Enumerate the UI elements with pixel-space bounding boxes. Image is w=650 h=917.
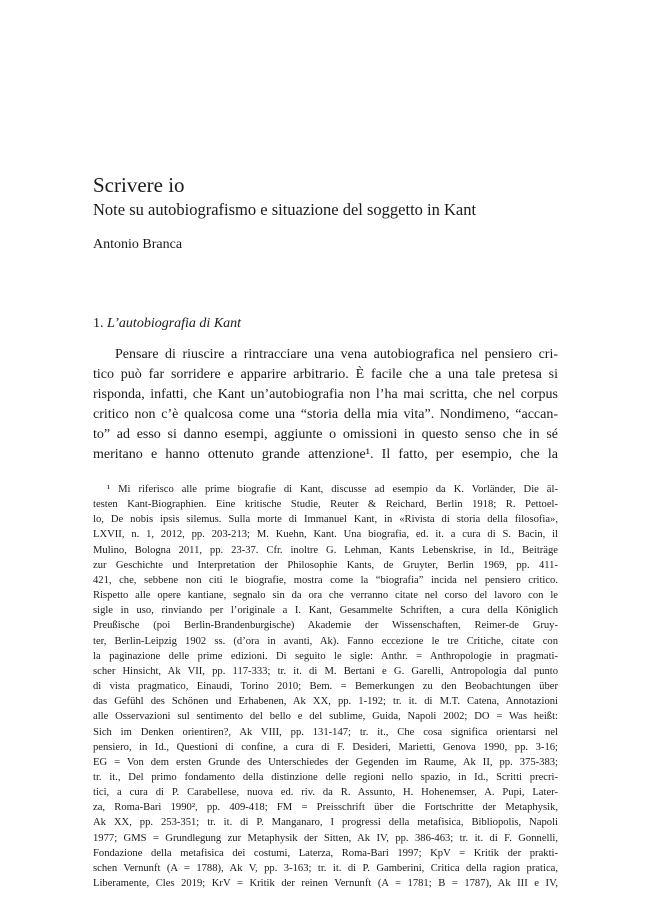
footnote-line: alle Osservazioni sul sentimento del bello e del sublime, Guida, Napoli 2002; DO = Was heißt: (93, 711, 558, 723)
section-number: 1. (93, 316, 104, 331)
chapter-subtitle: Note su autobiografismo e situazione del soggetto in Kant (93, 200, 477, 219)
footnote-line: zur Geschichte und Interpretation der Philosophie Kants, de Gruyter, Berlin 1969, pp. 411- (93, 559, 558, 571)
section-title: L’autobiografia di Kant (107, 316, 242, 331)
footnote-line: EG = Von dem ersten Grunde des Unterschiedes der Gegenden im Raume, Ak II, pp. 375-383; (93, 756, 558, 768)
footnote-line: Preußische (poi Berlin-Brandenburgische) Akademie der Wissenschaften, Reimer-de Gruy- (93, 620, 558, 632)
body-line: critico non c’è qualcosa come una “storia della mia vita”. Nondimeno, “accan- (93, 407, 558, 423)
footnote-line: Ak XX, pp. 253-351; tr. it. di P. Manganaro, I progressi della metafisica, Bibliopolis, Napoli (93, 817, 558, 829)
footnote (93, 482, 558, 891)
body-line: meritano e hanno ottenuto grande attenzione¹. Il fatto, per esempio, che la (93, 447, 558, 463)
footnote-line: sigle in uso, rinviando per l’originale a I. Kant, Gesammelte Schriften, a cura della Königlich (93, 605, 558, 617)
footnote-line: testen Kant-Biographien. Eine kritische Studie, Reuter & Reichard, Berlin 1918; R. Pettoel- (93, 499, 558, 511)
footnote-line: di vista pragmatico, Einaudi, Torino 2010; Bem. = Bemerkungen zu den Beobachtungen über (93, 681, 558, 693)
footnote-line: ¹ Mi riferisco alle prime biografie di Kant, discusse ad esempio da K. Vorländer, Die äl- (107, 484, 558, 495)
footnote-line: Rispetto alle opere kantiane, segnalo sin da ora che verranno citate nel corso del lavoro con le (93, 590, 558, 602)
footnote-line: 1977; GMS = Grundlegung zur Metaphysik der Sitten, Ak IV, pp. 386-463; tr. it. di F. Gonnelli, (93, 832, 558, 844)
footnote-line: tr. it., Del primo fondamento della distinzione delle regioni nello spazio, in Id., Scritti precri- (93, 771, 558, 783)
footnote-line: Liberamente, Cles 2019; KrV = Kritik der reinen Vernunft (A = 1781; B = 1787), Ak III e IV, (93, 878, 558, 890)
footnote-line: LXVII, n. 1, 2012, pp. 203-213; M. Kuehn, Kant. Una biografia, ed. it. a cura di S. Bacin, il (93, 529, 558, 541)
footnote-line: das Gefühl des Schönen und Erhabenen, Ak XX, pp. 1-192; tr. it. di M.T. Catena, Annotazioni (93, 696, 558, 708)
body-paragraph (93, 345, 558, 466)
footnote-line: pensiero, in Id., Questioni di confine, a cura di F. Desideri, Marietti, Genova 1990, pp. 3-16; (93, 741, 558, 753)
footnote-line: Sich im Denken orientiren?, Ak VIII, pp. 131-147; tr. it., Che cosa significa orientarsi nel (93, 726, 558, 738)
body-line: to” ad esso si danno esempi, aggiunte o omissioni in questo senso che in sé (93, 427, 558, 443)
body-line: Pensare di riuscire a rintracciare una vena autobiografica nel pensiero cri- (115, 347, 558, 362)
footnote-line: la paginazione delle prime edizioni. Di seguito le sigle: Anthr. = Anthropologie in pragmati- (93, 650, 558, 662)
author-name: Antonio Branca (93, 237, 183, 252)
footnote-line: ter, Berlin-Leipzig 1902 ss. (d’ora in avanti, Ak). Fanno eccezione le tre Critiche, citate con (93, 635, 558, 647)
footnote-line: 421, che, sebbene non citi le biografie, mostra come la “biografia” incida nel pensiero critico. (93, 574, 558, 586)
body-line: tico può far sorridere e apparire arbitrario. È facile che a una tale pretesa si (93, 367, 558, 383)
chapter-title: Scrivere io (93, 173, 185, 197)
footnote-line: Mulino, Bologna 2011, pp. 23-37. Cfr. inoltre G. Lehman, Kants Lebenskrise, in Id., Beiträge (93, 544, 558, 556)
footnote-line: lo, De nobis ipsis silemus. Sulla morte di Immanuel Kant, in «Rivista di storia della filosofia», (93, 514, 558, 526)
footnote-line: schen Vernunft (A = 1788), Ak V, pp. 3-163; tr. it. di P. Gamberini, Critica della ragion pratica, (93, 862, 558, 874)
footnote-line: scher Hinsicht, Ak VII, pp. 117-333; tr. it. di M. Bertani e G. Garelli, Antropologia dal punto (93, 665, 558, 677)
body-line: risponda, infatti, che Kant un’autobiografia non l’ha mai scritta, che nel corpus (93, 387, 558, 403)
footnote-line: tici, a cura di P. Carabellese, nuova ed. riv. da R. Assunto, H. Hohenemser, A. Pupi, Later- (93, 787, 558, 799)
footnote-line: Fondazione della metafisica dei costumi, Laterza, Roma-Bari 1997; KpV = Kritik der prakti- (93, 847, 558, 859)
section-heading (93, 315, 241, 333)
footnote-line: za, Roma-Bari 1990², pp. 409-418; FM = Preisschrift über die Fortschritte der Metaphysik, (93, 802, 558, 814)
